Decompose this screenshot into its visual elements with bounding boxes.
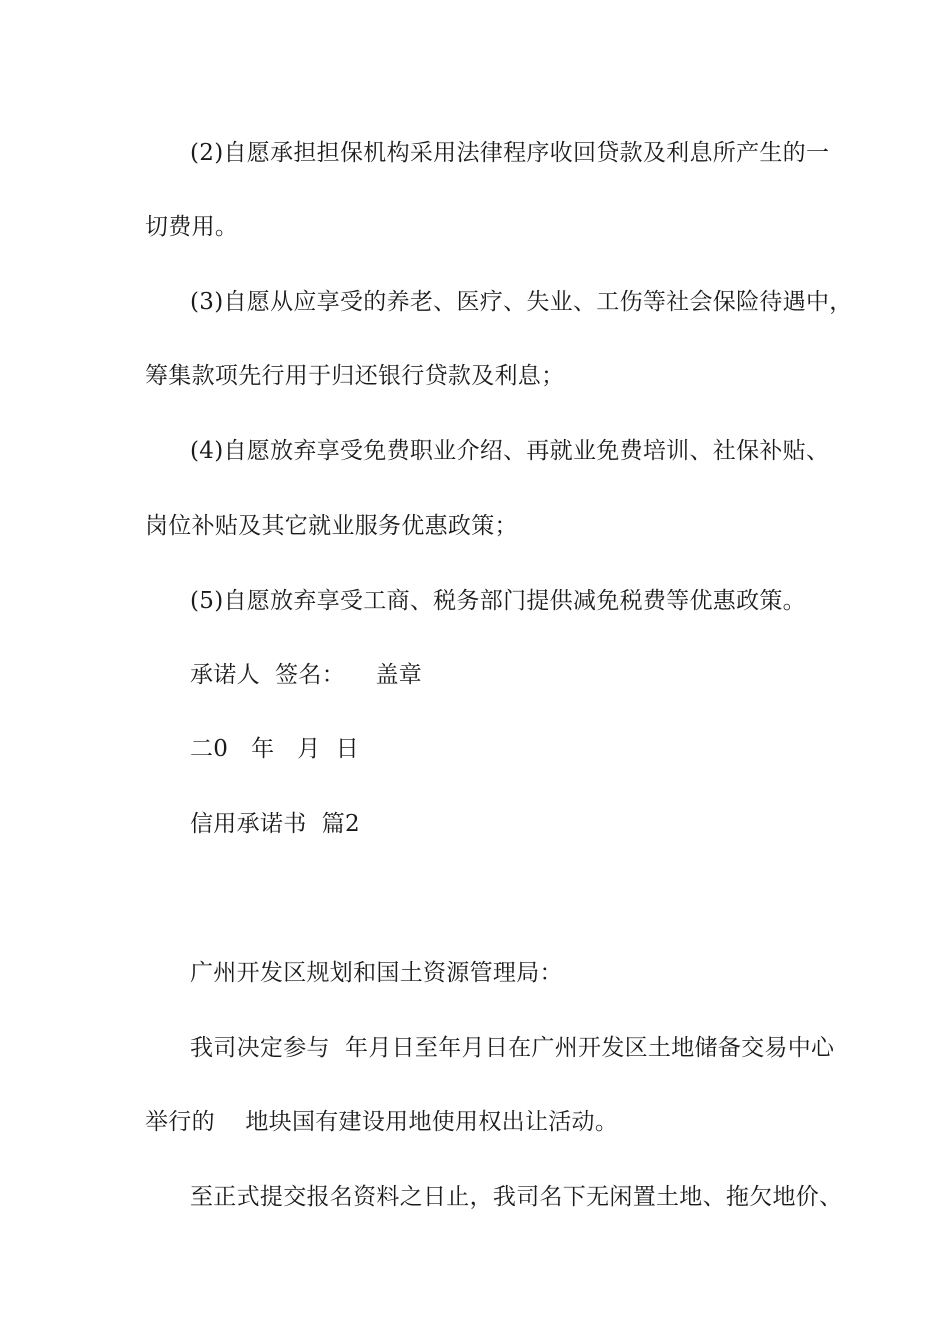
paragraph-line-9: 举行的 地块国有建设用地使用权出让活动。: [145, 1109, 619, 1135]
paragraph-line-7: (5)自愿放弃享受工商、税务部门提供减免税费等优惠政策。: [190, 588, 806, 614]
paragraph-line-4: 筹集款项先行用于归还银行贷款及利息；: [145, 363, 565, 389]
addressee-line: 广州开发区规划和国土资源管理局：: [190, 960, 563, 986]
paragraph-line-10: 至正式提交报名资料之日止，我司名下无闲置土地、拖欠地价、: [190, 1184, 843, 1210]
section-heading: 信用承诺书 篇2: [190, 811, 360, 837]
date-line: 二0 年 月 日: [190, 736, 360, 762]
paragraph-line-1: (2)自愿承担担保机构采用法律程序收回贷款及利息所产生的一: [190, 140, 830, 166]
paragraph-line-2: 切费用。: [145, 214, 239, 240]
paragraph-line-3: (3)自愿从应享受的养老、医疗、失业、工伤等社会保险待遇中，: [190, 289, 853, 315]
signature-line: 承诺人 签名： 盖章: [190, 662, 423, 688]
paragraph-line-8: 我司决定参与 年月日至年月日在广州开发区土地储备交易中心: [190, 1035, 835, 1061]
paragraph-line-5: (4)自愿放弃享受免费职业介绍、再就业免费培训、社保补贴、: [190, 438, 830, 464]
paragraph-line-6: 岗位补贴及其它就业服务优惠政策；: [145, 513, 518, 539]
